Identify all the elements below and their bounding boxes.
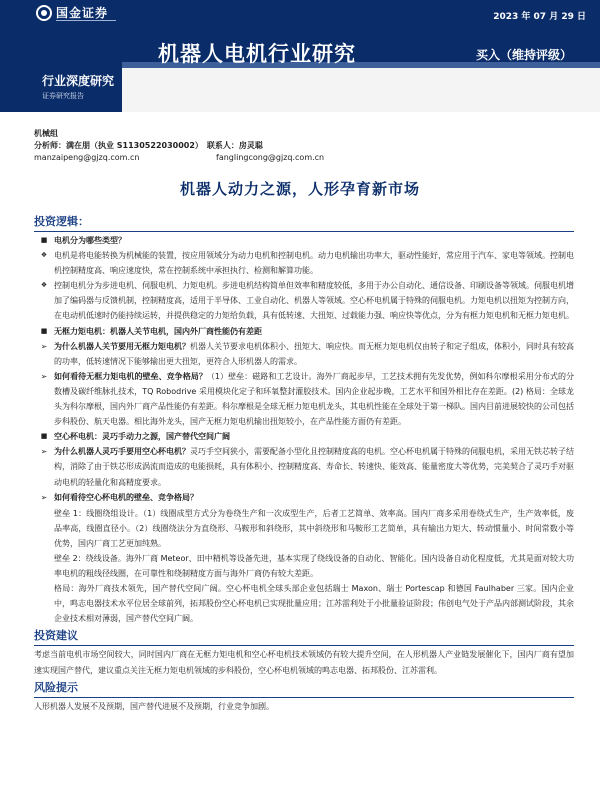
bullet-paragraph: ❖ 电机是将电能转换为机械能的装置，按应用领域分为动力电机和控制电机。动力电机输出功率大，驱动性能好，常应用于汽车、家电等领域。控制电机控制精度高、响应速度快，常在控制系统中承担执行、检测和解算功能。 [34,248,574,278]
section-heading-logic: 投资逻辑： [34,215,89,228]
bullet-paragraph [34,339,574,369]
arrow-bullet-icon [34,444,54,489]
bullet-paragraph: ❖ 控制电机分为步进电机、伺服电机、力矩电机。步进电机结构简单但效率和精度较低，多用于办公自动化、通信设备、印刷设备等领域。伺服电机增加了编码器与反馈机制，控制精度高，适用于半导体、工业自动化、机器人等领域。空心杯电机属于特殊的伺服电机。力矩电机以扭矩为控制方向，在电动机低速时仍能持续运转，并提供稳定的力矩给负载，具有低转速、大扭矩、过载能力强、响应快等优点，分为有框力矩电机和无框力矩电机。 [34,278,574,323]
square-bullet-icon [34,233,54,248]
indented-paragraph: 壁垒 2：绕线设备。海外厂商 Meteor、田中精机等设备先进，基本实现了绕线设备的自动化、智能化。国内设备自动化程度低，尤其是面对较大功率电机的粗线径线圈，在可靠性和绕制精度方面与海外厂商仍有较大差距。 [54,553,574,579]
section-heading-suggestion: 投资建议 [34,629,78,643]
bullet-section: ■ 无框力矩电机：机器人关节电机，国内外厂商性能仍有差距 [34,324,574,339]
analyst-email[interactable]: manzaipeng@gjzq.com.cn [34,153,140,162]
suggestion-text: 考虑当前电机市场空间较大，同时国内厂商在无框力矩电机和空心杯电机技术领域仍有较大提升空间，在人形机器人产业链发展催化下，国内厂商有望加速实现国产替代，建议重点关注无框力矩电机领域的步科股份，空心杯电机领域的鸣志电器、拓邦股份、江苏雷利。 [34,650,574,675]
inline-question: 为什么机器人灵巧手要用空心杯电机？ [54,447,190,457]
report-subtype: 证券研究报告 [42,92,84,100]
report-type: 行业深度研究 [42,74,115,88]
bullet-section: ■ 空心杯电机：灵巧手动力之源，国产替代空间广阔 [34,429,574,444]
analyst-name: 分析师：满在朋（执业 S1130522030002） [34,141,203,150]
analyst-block [34,128,574,164]
indented-paragraph: 壁垒 1：线圈绕组设计。（1）线圈成型方式分为卷绕生产和一次成型生产，后者工艺简单、效率高。国内厂商多采用卷绕式生产，生产效率低，废品率高，线圈直径小。（2）线圈绕法分为直绕形、马鞍形和斜绕形，其中斜绕形和马鞍形工艺简单，具有输出力矩大、转动惯量小、时间常数小等优势，国内厂商工艺更加纯熟。 [54,508,574,548]
inline-answer: （1）壁垒：磁路和工艺设计。海外厂商起步早，工艺技术拥有先发优势，例如科尔摩根采用分布式的分数槽及碳纤维脉扎技术，TQ Robodrive 采用模块化定子和环氧整封灌胶技术。国内企业起步晚，工艺水平和国外相比存在差距。(2) 格局：全球龙头为科尔摩根，国内外厂商产品性能仍有差距。科尔摩根是全球无框力矩电机龙头，其电机性能在全球处于第一梯队。国内目前进展较快的公司包括步科股份、航天电器。相比海外龙头，国产无框力矩电机输出扭矩较小，在产品性能方面仍有差距。 [54,371,575,427]
diamond-bullet-icon [34,248,54,278]
company-logo [36,4,108,21]
logo-text: 国金证券 [56,6,109,20]
inline-answer: 机器人关节要求电机体积小、扭矩大、响应快。而无框力矩电机仅由转子和定子组成，体积小，同时具有较高的功率，低转速情况下能够输出更大扭矩，更符合人形机器人的需求。 [54,341,574,366]
inline-question: 如何看待无框力矩电机的壁垒、竞争格局？ [54,371,207,381]
bullet-paragraph [34,369,574,429]
logo-underline [56,20,116,23]
section-heading-risk: 风险提示 [34,680,78,694]
analyst-group: 机械组 [34,129,58,138]
arrow-bullet-icon [34,369,54,429]
bullet-question: ■ 电机分为哪些类型？ [34,233,574,248]
report-title: 机器人电机行业研究 [158,42,356,66]
risk-text: 人形机器人发展不及预期，国产替代进展不及预期，行业竞争加剧。 [34,701,274,711]
inline-question: 为什么机器人关节要用无框力矩电机？ [54,341,190,351]
section-rule [34,697,574,698]
contact-name: 联系人：房灵聪 [206,141,263,150]
section-rule [34,231,574,232]
arrow-bullet-icon [34,339,54,369]
section-rule [34,645,574,646]
rating-label: 买入（维持评级） [476,48,573,62]
report-date: 2023 年 07 月 29 日 [493,12,586,22]
arrow-bullet-icon [34,490,54,506]
diamond-bullet-icon [34,278,54,323]
report-header [0,0,600,112]
square-bullet-icon [34,429,54,444]
square-bullet-icon [34,324,54,339]
inline-answer: 灵巧手空间狭小，需要配备小型化且控制精度高的电机。空心杯电机属于特殊的伺服电机，采用无铁芯转子结构，消除了由于铁芯形成涡流而造成的电能损耗，具有体积小、控制精度高、寿命长、转速快、能效高、能量密度大等优势，完美契合了灵巧手对驱动电机的轻量化和高精度要求。 [54,447,574,487]
document-title: 机器人动力之源，人形孕育新市场 [179,180,420,198]
logo-icon [36,5,52,21]
contact-email[interactable]: fanglingcong@gjzq.com.cn [216,153,325,162]
report-body [34,212,574,714]
bullet-paragraph [34,444,574,489]
bullet-question: ➢ 如何看待空心杯电机的壁垒、竞争格局？ [34,490,574,506]
indented-paragraph: 格局：海外厂商技术领先，国产替代空间广阔。空心杯电机全球头部企业包括瑞士 Maxon、瑞士 Portescap 和德国 Faulhaber 三家。国内企业中，鸣志电器技术水平位居全球前列，拓邦股份空心杯电机已实现批量应用；江苏雷利处于小批量验证阶段；伟创电气处于产品内部测试阶段，其余企业技术相对薄弱，国产替代空间广阔。 [54,584,574,624]
